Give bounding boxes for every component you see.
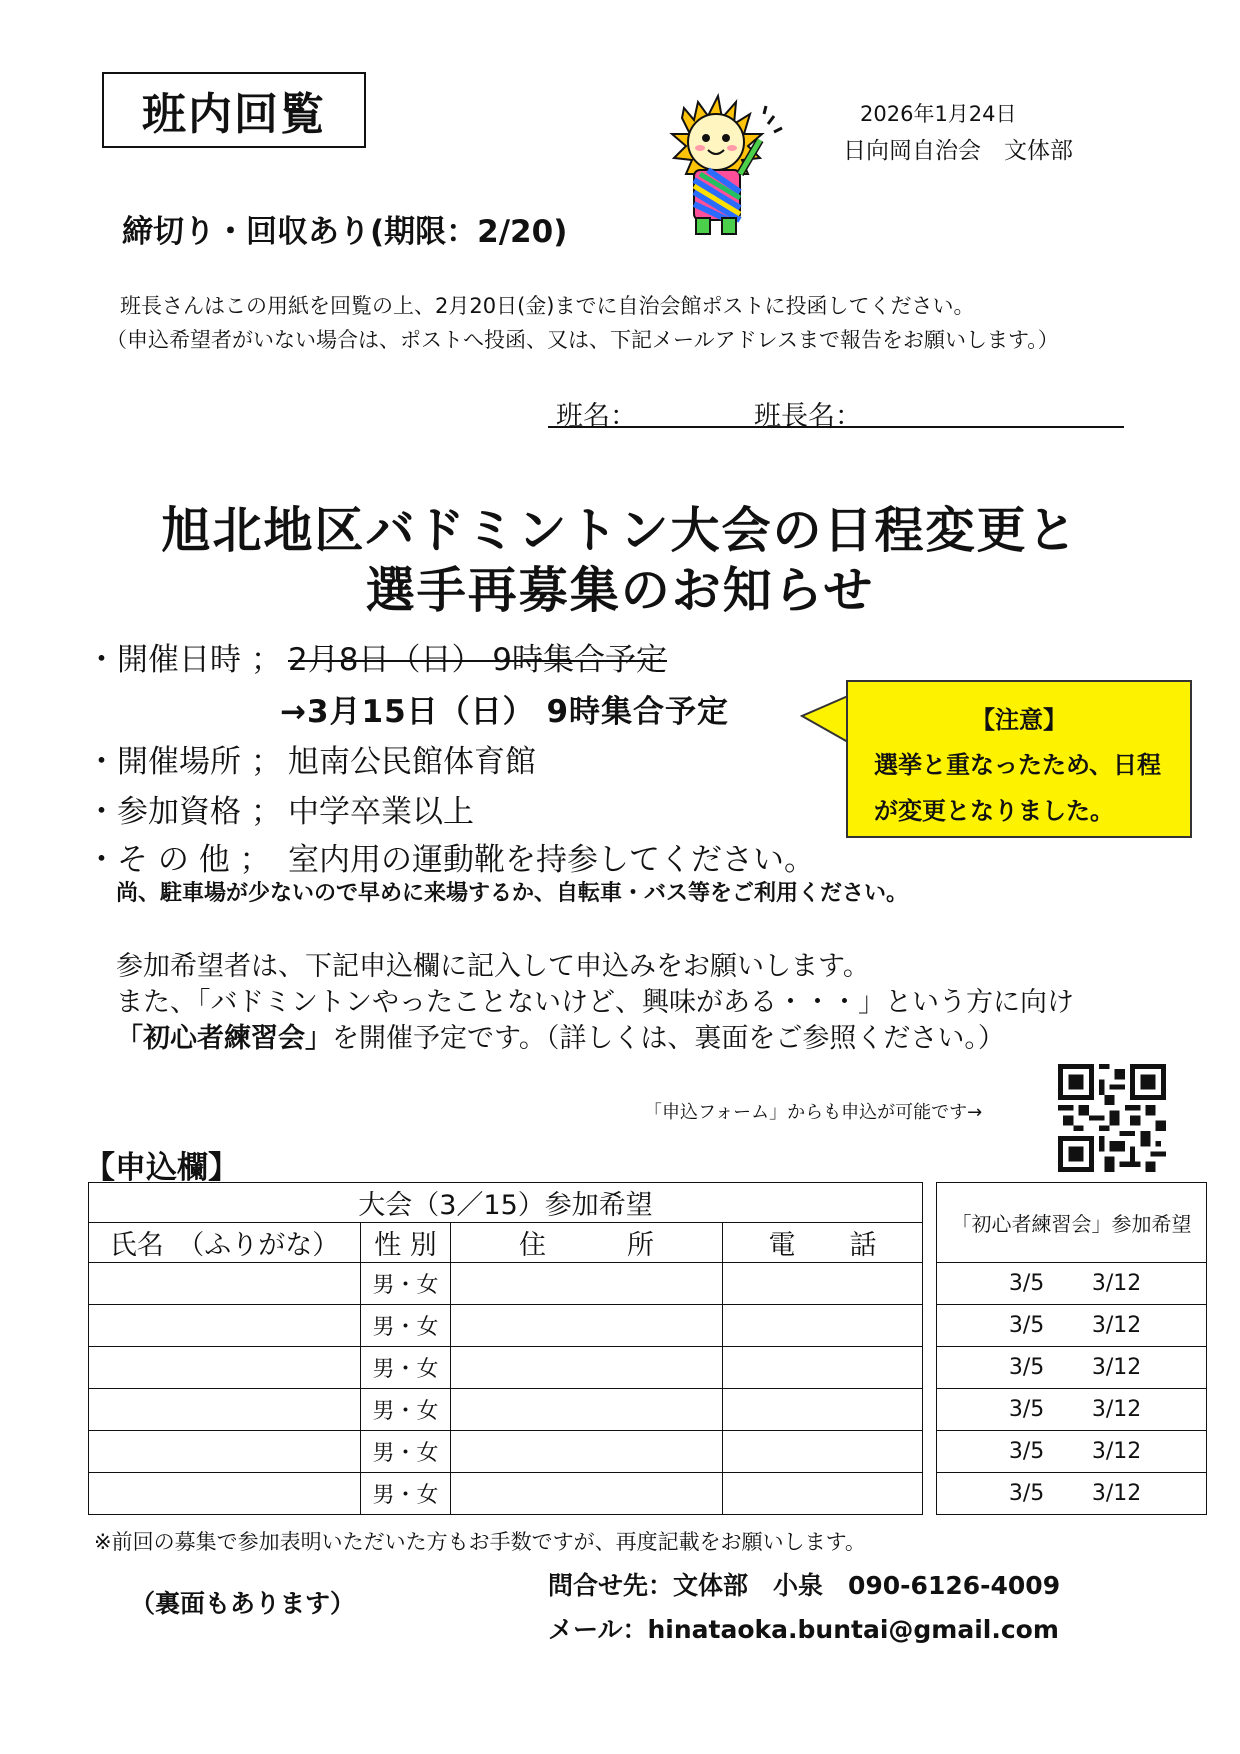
table-row [89, 1473, 1207, 1515]
body-paragraph-3-rest: を開催予定です。（詳しくは、裏面をご参照ください。） [332, 1023, 1005, 1054]
beginner-date-1[interactable]: 3/5 [1008, 1355, 1045, 1380]
beginner-date-1[interactable]: 3/5 [1008, 1271, 1045, 1296]
other-text: 室内用の運動靴を持参してください。 [288, 842, 815, 878]
beginner-date-2[interactable]: 3/12 [1091, 1271, 1142, 1296]
date-label: ・開催日時 ； [86, 642, 282, 678]
beginner-date-1[interactable]: 3/5 [1008, 1397, 1045, 1422]
beginner-date-2[interactable]: 3/12 [1091, 1355, 1142, 1380]
beginner-date-1[interactable]: 3/5 [1008, 1439, 1045, 1464]
gap-cell [923, 1263, 937, 1305]
qualification: 中学卒業以上 [288, 794, 474, 830]
table-gap [923, 1183, 937, 1263]
gap-cell [923, 1473, 937, 1515]
page-title-line-1: 旭北地区バドミントン大会の日程変更と [161, 502, 1079, 559]
gap-cell [923, 1305, 937, 1347]
qualification-label: ・参加資格 ； [86, 794, 282, 830]
instruction-line-2: （申込希望者がいない場合は、ポストへ投函、又は、下記メールアドレスまで報告をお願いします。） [106, 328, 1059, 352]
organization: 日向岡自治会 文体部 [843, 138, 1073, 164]
deadline: 締切り・回収あり(期限：2/20) [122, 214, 568, 250]
address-cell[interactable] [451, 1263, 723, 1305]
gap-cell [923, 1431, 937, 1473]
callout-pointer-icon [800, 694, 850, 754]
column-address: 住 所 [451, 1223, 723, 1263]
beginner-dates-cell[interactable] [937, 1305, 1207, 1347]
beginner-date-2[interactable]: 3/12 [1091, 1397, 1142, 1422]
sun-mascot-icon [664, 88, 814, 248]
beginner-dates-cell[interactable] [937, 1263, 1207, 1305]
beginner-date-1[interactable]: 3/5 [1008, 1481, 1045, 1506]
gap-cell [923, 1347, 937, 1389]
leader-name-label: 班長名： [754, 401, 862, 432]
phone-cell[interactable] [723, 1389, 923, 1431]
gender-cell[interactable]: 男・女 [361, 1305, 451, 1347]
beginner-dates-cell[interactable] [937, 1347, 1207, 1389]
beginner-dates-cell[interactable] [937, 1431, 1207, 1473]
gender-cell[interactable]: 男・女 [361, 1263, 451, 1305]
gap-cell [923, 1389, 937, 1431]
other-label: ・そ の 他 ； [86, 842, 271, 878]
name-cell[interactable] [89, 1347, 361, 1389]
contact-info: 問合せ先：文体部 小泉 090-6126-4009 [548, 1571, 1061, 1600]
phone-cell[interactable] [723, 1305, 923, 1347]
beginner-date-2[interactable]: 3/12 [1091, 1439, 1142, 1464]
venue-label: ・開催場所 ； [86, 744, 282, 780]
address-cell[interactable] [451, 1347, 723, 1389]
application-table [88, 1182, 1207, 1515]
name-cell[interactable] [89, 1305, 361, 1347]
address-cell[interactable] [451, 1431, 723, 1473]
footer-note: ※前回の募集で参加表明いただいた方もお手数ですが、再度記載をお願いします。 [94, 1530, 866, 1554]
table-row [89, 1347, 1207, 1389]
issue-date: 2026年1月24日 [860, 102, 1017, 126]
qr-code-icon[interactable] [1058, 1064, 1166, 1172]
body-paragraph-1: 参加希望者は、下記申込欄に記入して申込みをお願いします。 [116, 951, 870, 982]
beginner-date-2[interactable]: 3/12 [1091, 1481, 1142, 1506]
beginner-header: 「初心者練習会」参加希望 [937, 1183, 1207, 1263]
form-note: 「申込フォーム」からも申込が可能です→ [644, 1102, 983, 1123]
name-cell[interactable] [89, 1431, 361, 1473]
instruction-line-1: 班長さんはこの用紙を回覧の上、2月20日(金)までに自治会館ポストに投函してください。 [120, 294, 975, 318]
phone-cell[interactable] [723, 1431, 923, 1473]
venue: 旭南公民館体育館 [288, 744, 536, 780]
phone-cell[interactable] [723, 1347, 923, 1389]
circulation-badge: 班内回覧 [102, 72, 366, 148]
address-cell[interactable] [451, 1389, 723, 1431]
address-cell[interactable] [451, 1473, 723, 1515]
old-date: 2月8日（日） 9時集合予定 [288, 642, 668, 678]
page-title-line-2: 選手再募集のお知らせ [365, 562, 875, 619]
column-name: 氏名 （ふりがな） [89, 1223, 361, 1263]
name-cell[interactable] [89, 1473, 361, 1515]
new-date: →3月15日（日） 9時集合予定 [280, 694, 730, 730]
beginner-date-1[interactable]: 3/5 [1008, 1313, 1045, 1338]
table-row [89, 1389, 1207, 1431]
gender-cell[interactable]: 男・女 [361, 1347, 451, 1389]
back-side-note: （裏面もあります） [130, 1589, 356, 1618]
notice-title: 【注意】 [971, 706, 1067, 734]
table-row [89, 1431, 1207, 1473]
beginner-dates-cell[interactable] [937, 1473, 1207, 1515]
beginner-dates-cell[interactable] [937, 1389, 1207, 1431]
application-section-label: 【申込欄】 [84, 1150, 239, 1186]
column-gender: 性 別 [361, 1223, 451, 1263]
group-name-label: 班名： [556, 401, 637, 432]
phone-cell[interactable] [723, 1263, 923, 1305]
gender-cell[interactable]: 男・女 [361, 1431, 451, 1473]
gender-cell[interactable]: 男・女 [361, 1473, 451, 1515]
name-cell[interactable] [89, 1389, 361, 1431]
notice-box [846, 680, 1192, 838]
beginner-date-2[interactable]: 3/12 [1091, 1313, 1142, 1338]
name-cell[interactable] [89, 1263, 361, 1305]
table-row [89, 1263, 1207, 1305]
column-phone: 電 話 [723, 1223, 923, 1263]
body-paragraph-3 [116, 1016, 1005, 1055]
tournament-header: 大会（3／15）参加希望 [89, 1183, 923, 1223]
phone-cell[interactable] [723, 1473, 923, 1515]
parking-note: 尚、駐車場が少ないので早めに来場するか、自転車・バス等をご利用ください。 [116, 881, 909, 906]
beginner-practice-name: 「初心者練習会」 [116, 1023, 332, 1054]
notice-body: 選挙と重なったため、日程が変更となりました。 [874, 751, 1162, 825]
table-row [89, 1305, 1207, 1347]
address-cell[interactable] [451, 1305, 723, 1347]
gender-cell[interactable]: 男・女 [361, 1389, 451, 1431]
contact-email[interactable]: メール：hinataoka.buntai@gmail.com [548, 1615, 1059, 1644]
body-paragraph-2: また、「バドミントンやったことないけど、興味がある・・・」という方に向け [116, 987, 1074, 1018]
